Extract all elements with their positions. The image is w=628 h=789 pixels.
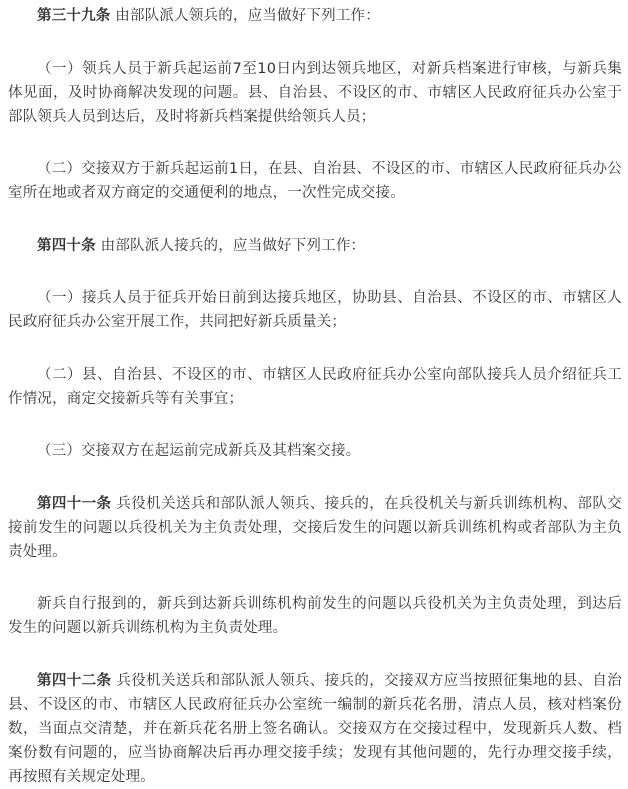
article-40-item-2 [8,363,622,411]
paragraph-text: 由部队派人接兵的，应当做好下列工作： [95,237,366,254]
article-42 [8,669,622,789]
paragraph-text: （二）县、自治县、不设区的市、市辖区人民政府征兵办公室向部队接兵人员介绍征兵工作情况，商定交接新兵等有关事宜； [8,366,622,407]
paragraph-text: （二）交接双方于新兵起运前1日，在县、自治县、不设区的市、市辖区人民政府征兵办公室所在地或者双方商定的交通便利的地点，一次性完成交接。 [8,161,622,201]
article-39-item-1 [8,57,622,129]
article-number: 第四十二条 [37,672,112,689]
paragraph-text: （一）领兵人员于新兵起运前7至10日内到达领兵地区，对新兵档案进行审核，与新兵集体见面，及时协商解决发现的问题。县、自治县、不设区的市、市辖区人民政府征兵办公室于部队领兵人员到达后，及时将新兵档案提供给领兵人员； [8,60,622,125]
article-39-item-2 [8,157,622,205]
article-39-intro [8,4,622,28]
paragraph-text: 由部队派人领兵的，应当做好下列工作： [110,8,380,24]
article-number: 第四十条 [37,237,96,254]
paragraph-text: 兵役机关送兵和部队派人领兵、接兵的，在兵役机关与新兵训练机构、部队交接前发生的问题以兵役机关为主负责处理，交接后发生的问题以新兵训练机构或者部队为主负责处理。 [8,495,623,560]
paragraph-text: （三）交接双方在起运前完成新兵及其档案交接。 [37,443,361,459]
article-40-intro [8,234,622,258]
article-41-paragraph-2 [8,592,622,640]
article-41 [8,492,622,564]
article-number: 第四十一条 [37,495,112,512]
paragraph-text: （一）接兵人员于征兵开始日前到达接兵地区，协助县、自治县、不设区的市、市辖区人民政府征兵办公室开展工作，共同把好新兵质量关； [8,290,622,330]
article-40-item-3 [8,439,622,463]
article-number: 第三十九条 [37,8,111,24]
paragraph-text: 新兵自行报到的，新兵到达新兵训练机构前发生的问题以兵役机关为主负责处理，到达后发生的问题以新兵训练机构为主负责处理。 [8,596,622,636]
article-40-item-1 [8,286,622,334]
paragraph-text: 兵役机关送兵和部队派人领兵、接兵的，交接双方应当按照征集地的县、自治县、不设区的市、市辖区人民政府征兵办公室统一编制的新兵花名册，清点人员，核对档案份数，当面点交清楚，并在新兵花名册上签名确认。交接双方在交接过程中，发现新兵人数、档案份数有问题的，应当协商解决后再办理交接手续；发现有其他问题的，先行办理交接手续，再按照有关规定处理。 [8,672,623,785]
